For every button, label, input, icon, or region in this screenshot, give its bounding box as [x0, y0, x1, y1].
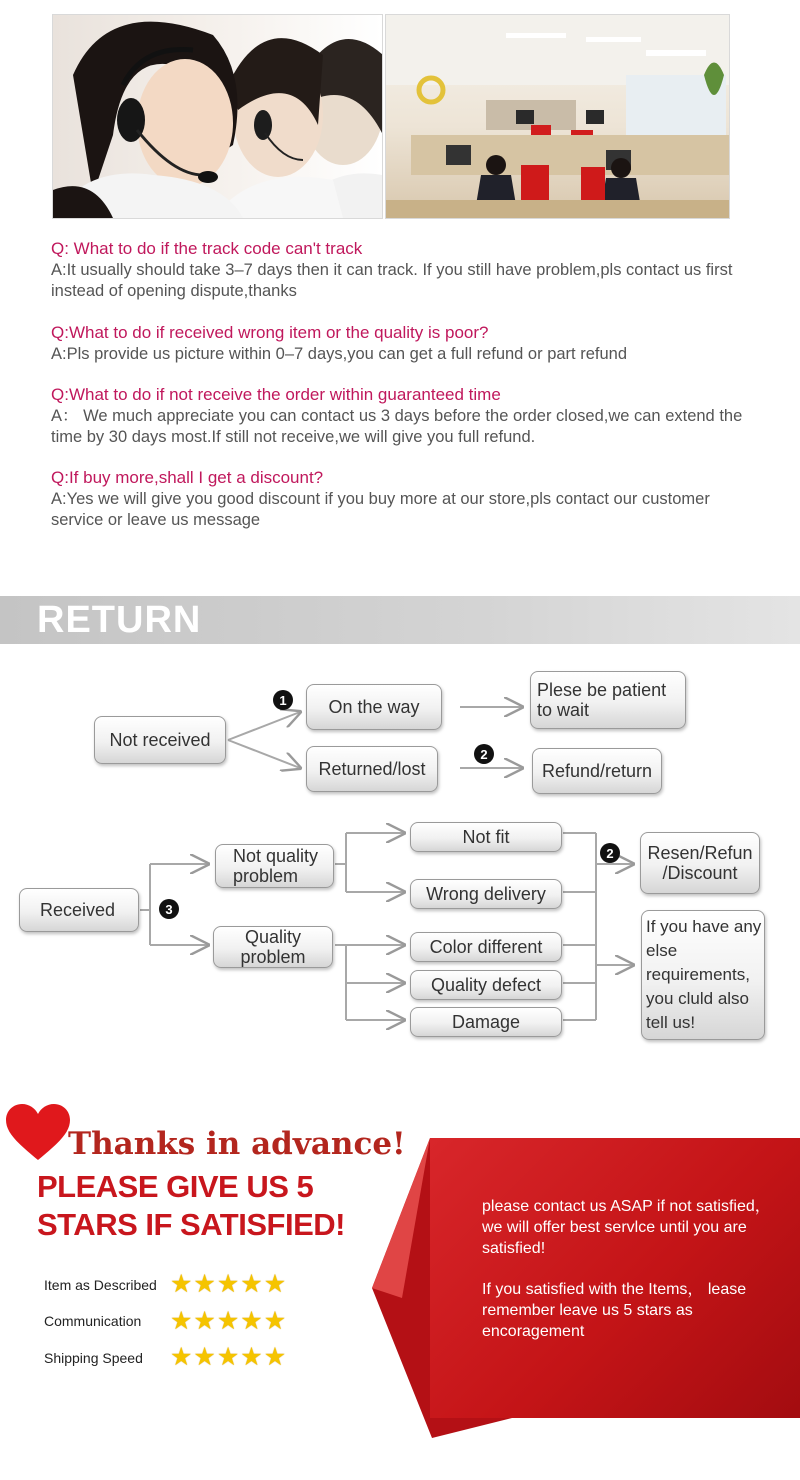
- faq-question-3: Q:What to do if not receive the order within guaranteed time: [51, 385, 501, 404]
- thanks-title: Thanks in advance!: [68, 1126, 406, 1162]
- star-icon: ★: [170, 1343, 193, 1371]
- not-fit-box: Not fit: [410, 822, 562, 852]
- on-the-way-box: On the way: [306, 684, 442, 730]
- star-icon: ★: [216, 1270, 240, 1298]
- rating-stars-shipping: [170, 1345, 286, 1370]
- received-box: Received: [19, 888, 139, 932]
- step-2-badge-bottom: 2: [600, 843, 620, 863]
- faq-answer-1: A:It usually should take 3–7 days then it can track. If you still have problem,pls contact us first instead of opening dispute,thanks: [51, 261, 733, 300]
- star-icon: ★: [263, 1307, 287, 1335]
- refund-return-box: Refund/return: [532, 748, 662, 794]
- panel-review-text: If you satisfied with the Items， lease remember leave us 5 stars as encoragement: [482, 1281, 747, 1340]
- star-icon: ★: [240, 1307, 263, 1335]
- give-5-stars-line1: PLEASE GIVE US 5: [37, 1169, 314, 1204]
- star-icon: ★: [263, 1270, 287, 1298]
- faq-answer-4: A:Yes we will give you good discount if you buy more at our store,pls contact our customer service or leave us message: [51, 490, 710, 529]
- step-1-badge: 1: [273, 690, 293, 710]
- please-wait-box: Plese be patient to wait: [530, 671, 686, 729]
- star-icon: ★: [170, 1270, 193, 1298]
- heart-icon: [6, 1104, 70, 1162]
- return-title: RETURN: [37, 599, 202, 641]
- quality-defect-box: Quality defect: [410, 970, 562, 1000]
- rating-label-item: Item as Described: [44, 1277, 157, 1293]
- faq-answer-2: A:Pls provide us picture within 0–7 days,you can get a full refund or part refund: [51, 345, 627, 363]
- step-3-badge: 3: [159, 899, 179, 919]
- star-icon: ★: [193, 1307, 216, 1335]
- quality-problem-box: Quality problem: [213, 926, 333, 968]
- star-icon: ★: [240, 1270, 263, 1298]
- star-icon: ★: [193, 1270, 216, 1298]
- not-received-box: Not received: [94, 716, 226, 764]
- panel-contact-text: please contact us ASAP if not satisfied， we will offer best servlce until you are satisfied!: [482, 1198, 771, 1257]
- rating-label-communication: Communication: [44, 1313, 142, 1329]
- star-icon: ★: [240, 1343, 263, 1371]
- resend-refund-discount-box: Resen/Refun /Discount: [640, 832, 760, 894]
- damage-box: Damage: [410, 1007, 562, 1037]
- rating-stars-item: [170, 1272, 286, 1297]
- star-icon: ★: [216, 1307, 240, 1335]
- not-quality-problem-box: Not quality problem: [215, 844, 334, 888]
- other-requirements-box: If you have any else requirements, you cluld also tell us!: [641, 910, 765, 1040]
- faq-question-1: Q: What to do if the track code can't track: [51, 239, 363, 258]
- star-icon: ★: [193, 1343, 216, 1371]
- returned-lost-box: Returned/lost: [306, 746, 438, 792]
- rating-label-shipping: Shipping Speed: [44, 1350, 143, 1366]
- star-icon: ★: [170, 1307, 193, 1335]
- color-different-box: Color different: [410, 932, 562, 962]
- faq-question-2: Q:What to do if received wrong item or the quality is poor?: [51, 323, 489, 342]
- rating-stars-communication: [170, 1309, 286, 1334]
- faq-answer-3: A： We much appreciate you can contact us 3 days before the order closed,we can extend the time by 30 days most.If still not receive,we will give you full refund.: [51, 407, 743, 446]
- red-promo-panel: [430, 1138, 800, 1418]
- wrong-delivery-box: Wrong delivery: [410, 879, 562, 909]
- star-icon: ★: [216, 1343, 240, 1371]
- step-2-badge-top: 2: [474, 744, 494, 764]
- star-icon: ★: [263, 1343, 287, 1371]
- faq-question-4: Q:If buy more,shall I get a discount?: [51, 468, 324, 487]
- give-5-stars-line2: STARS IF SATISFIED!: [37, 1207, 345, 1242]
